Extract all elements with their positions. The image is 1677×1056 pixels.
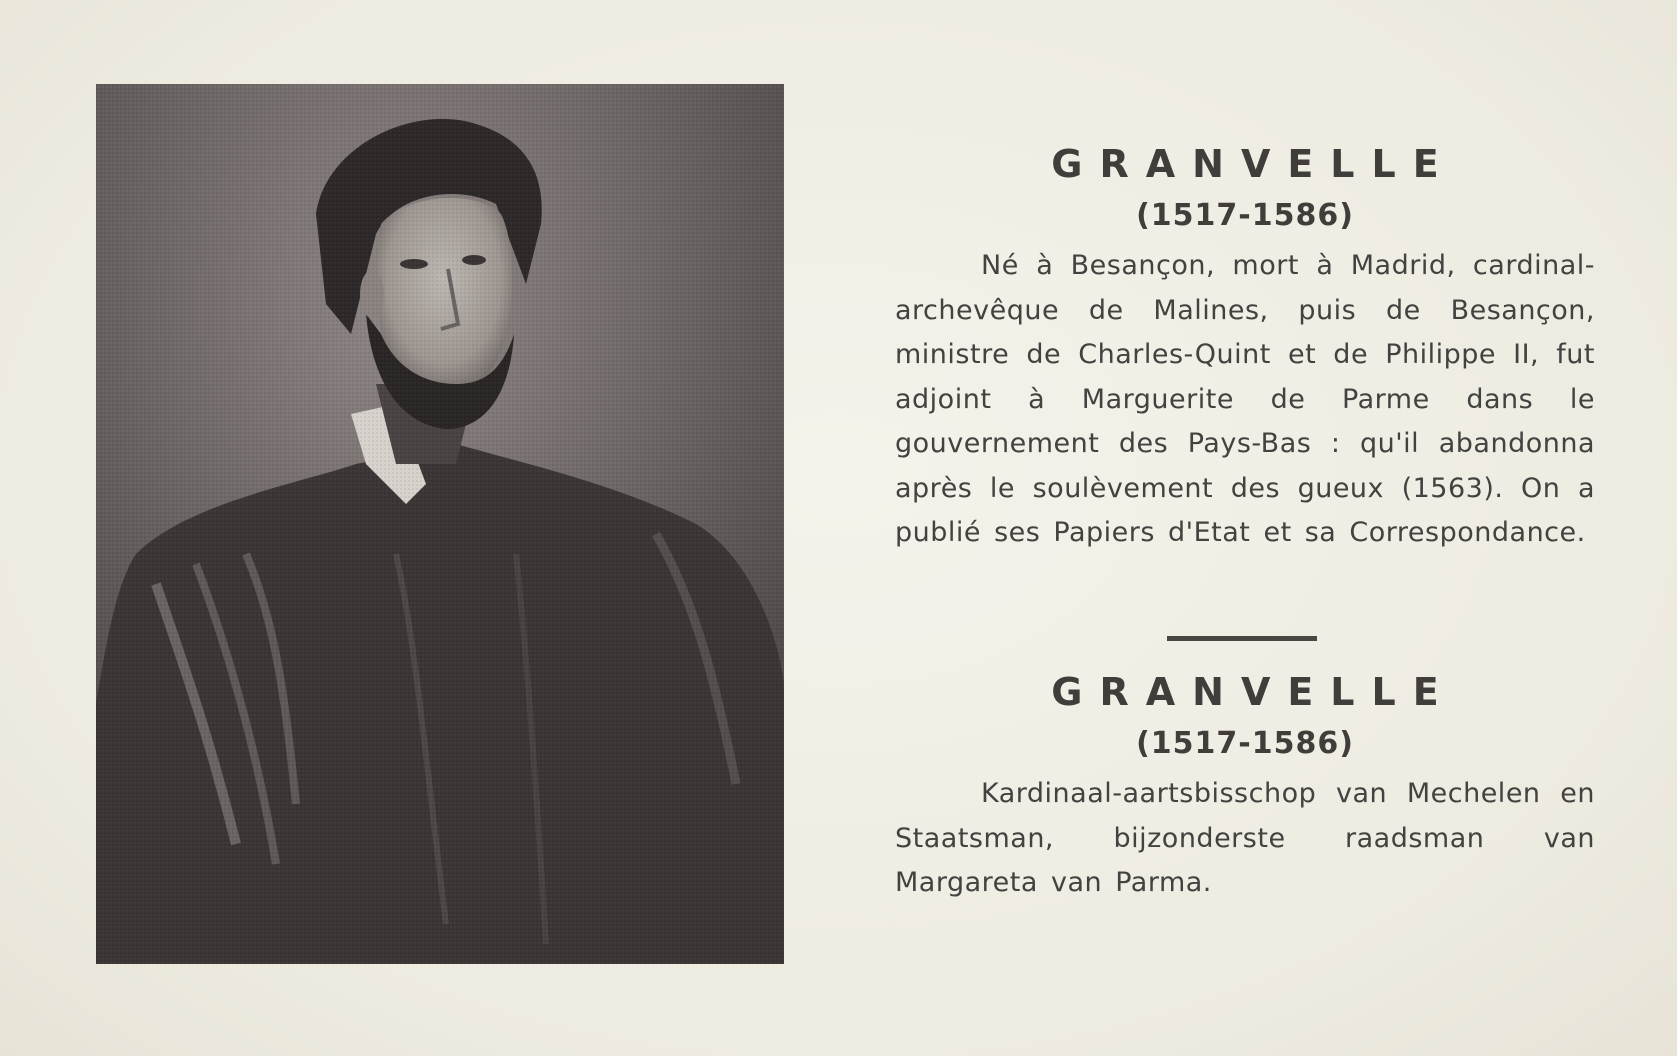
portrait-icon: [96, 84, 784, 964]
french-description: Né à Besançon, mort à Madrid, cardinal-archevêque de Malines, puis de Besançon, ministre de Charles-Quint et de Philippe II, fut adjoint à Marguerite de Parme dans le gouvernement des Pays-Bas : qu'il abandonna après le soulèvement des gueux (1563). On a publié ses Papiers d'Etat et sa Correspondance.: [895, 250, 1595, 548]
french-section: [895, 140, 1595, 556]
dutch-title: GRANVELLE: [1051, 670, 1456, 714]
dutch-dates: (1517-1586): [1136, 726, 1354, 761]
dutch-section: [895, 668, 1595, 906]
section-divider: [1167, 636, 1317, 641]
french-dates: (1517-1586): [1136, 198, 1354, 233]
french-title: GRANVELLE: [1051, 142, 1456, 186]
portrait-image: [96, 84, 784, 964]
dutch-description: Kardinaal-aartsbisschop van Mechelen en Staatsman, bijzonderste raadsman van Margareta van Parma.: [895, 778, 1595, 898]
